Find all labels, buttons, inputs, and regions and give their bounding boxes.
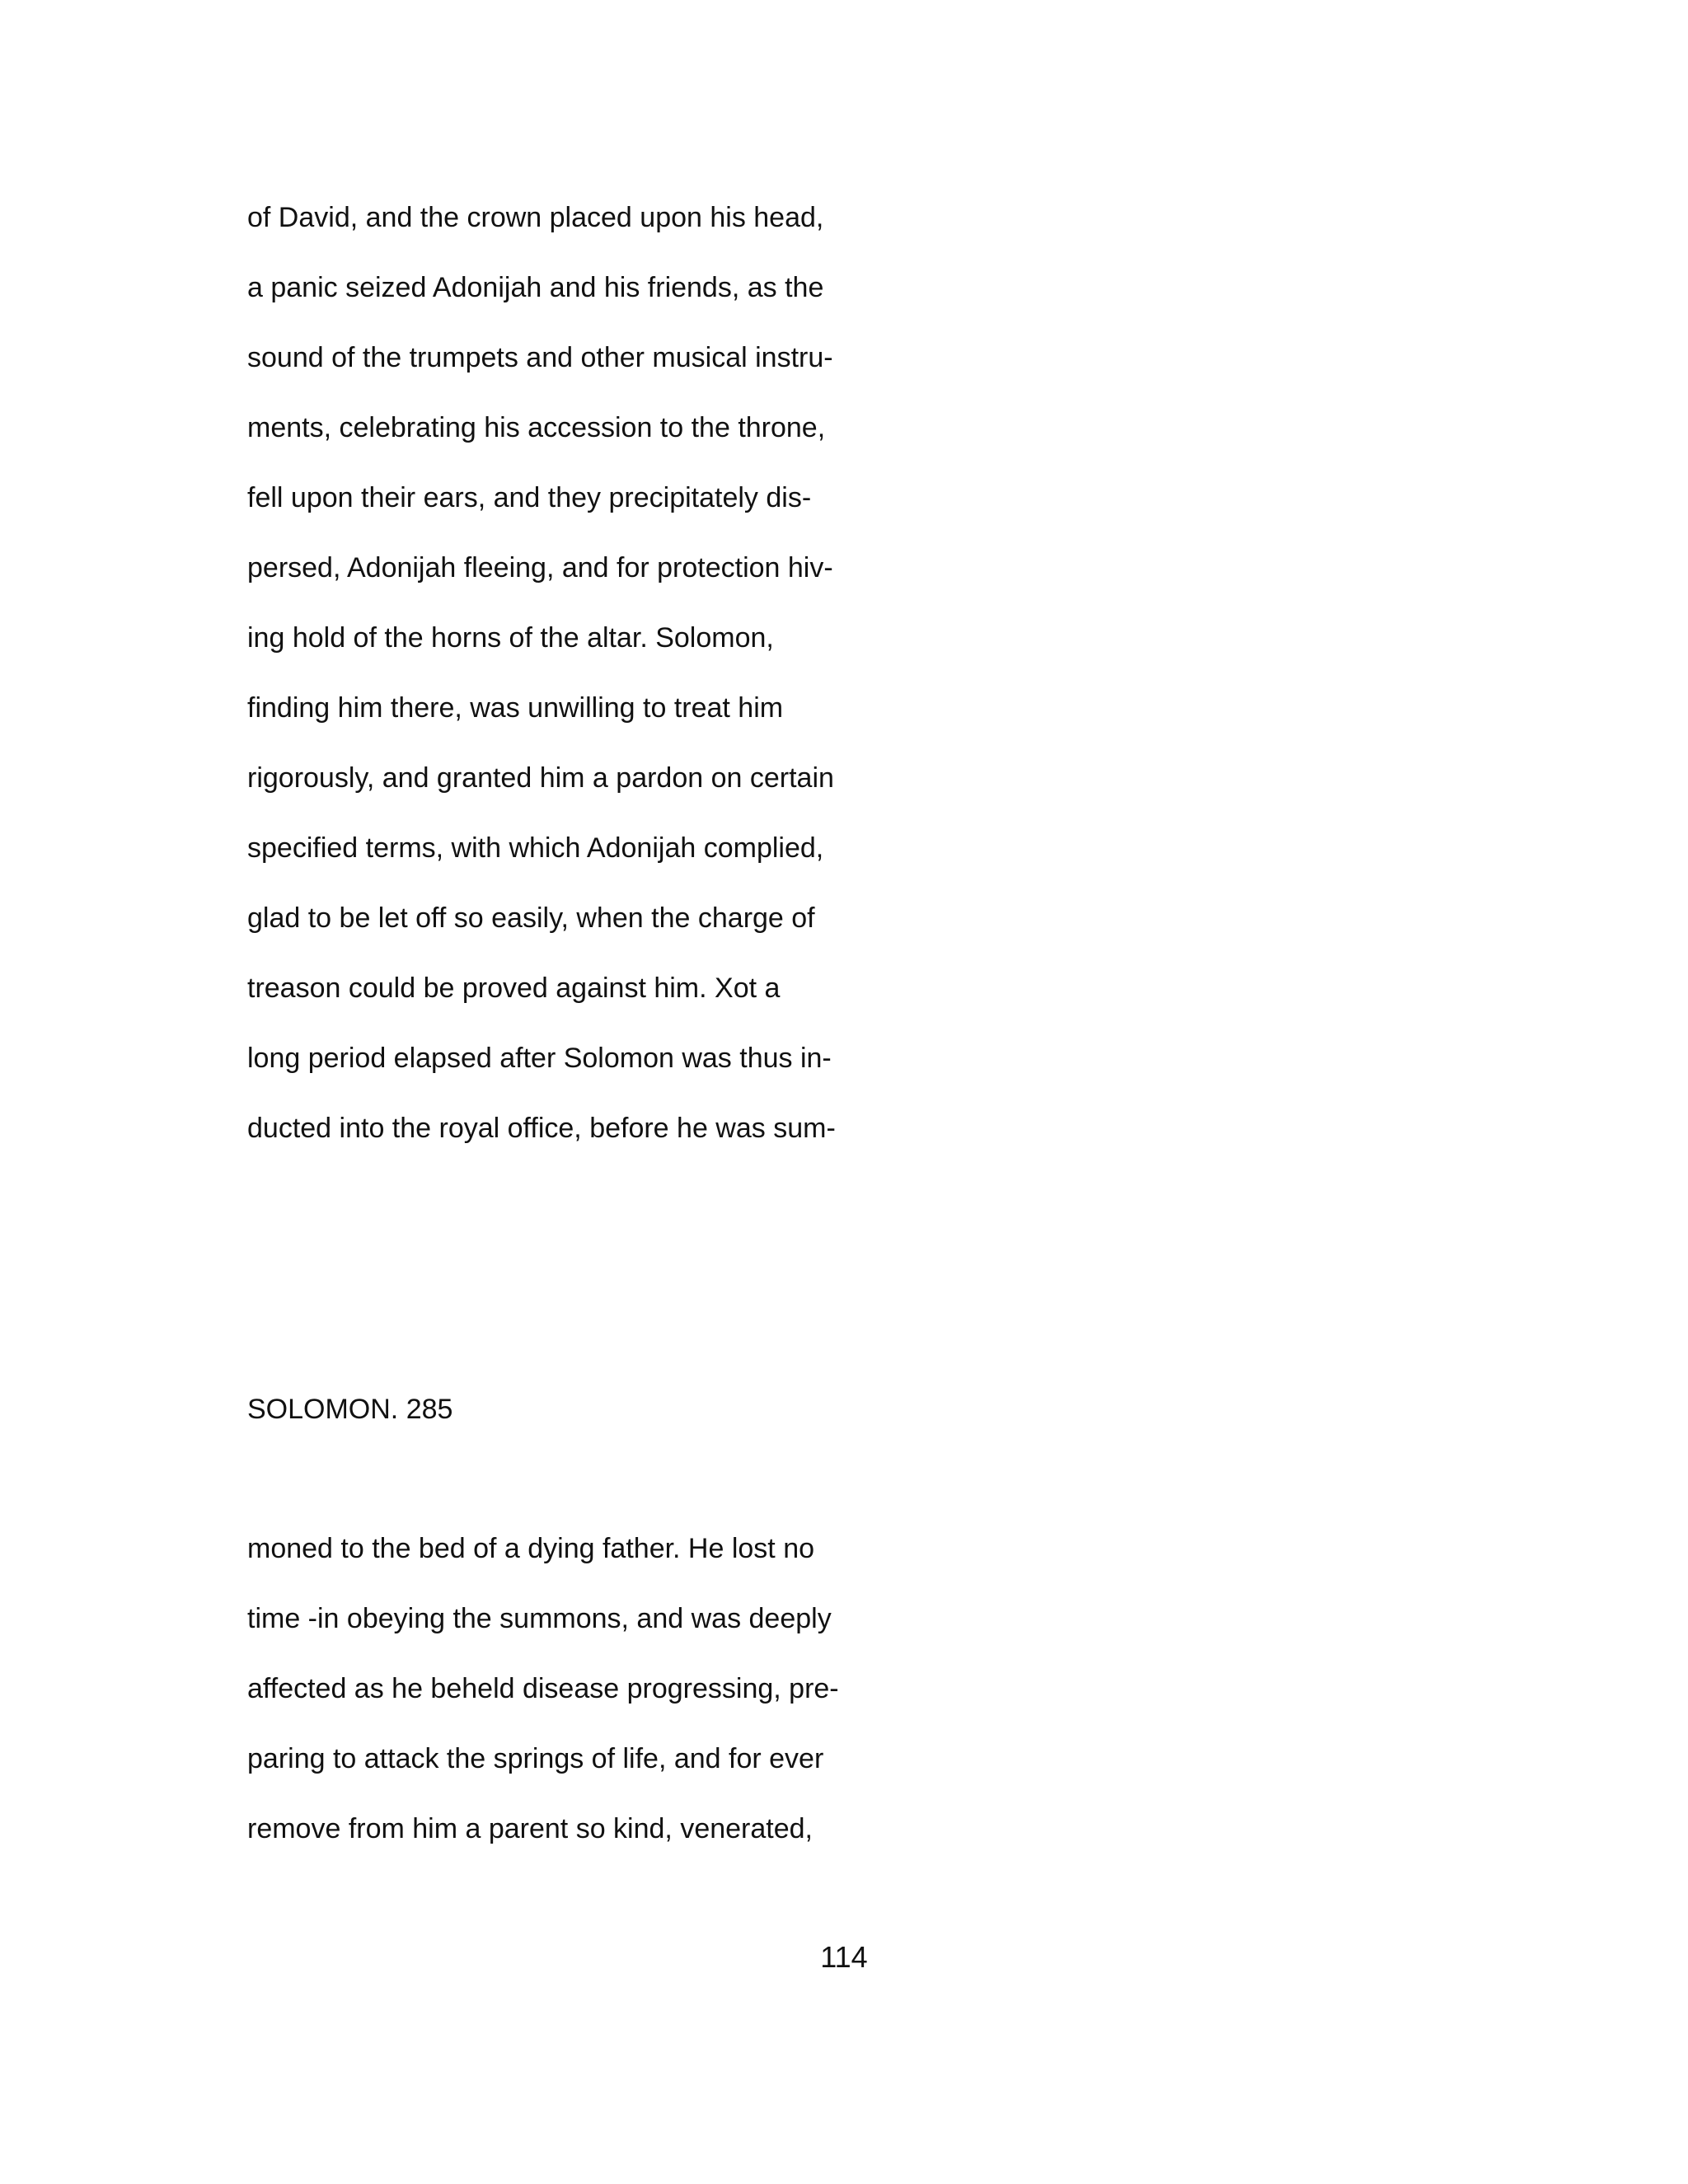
- text-line: time -in obeying the summons, and was deeply: [247, 1603, 832, 1634]
- text-line: rigorously, and granted him a pardon on certain: [247, 762, 834, 794]
- text-line: sound of the trumpets and other musical instru-: [247, 342, 833, 373]
- text-line: ments, celebrating his accession to the throne,: [247, 412, 826, 443]
- text-line: paring to attack the springs of life, and for ever: [247, 1743, 824, 1774]
- text-line: finding him there, was unwilling to treat him: [247, 692, 784, 724]
- text-line: of David, and the crown placed upon his head,: [247, 202, 824, 233]
- text-line: specified terms, with which Adonijah complied,: [247, 832, 824, 864]
- running-head: SOLOMON. 285: [247, 1394, 453, 1425]
- text-line: glad to be let off so easily, when the charge of: [247, 902, 815, 934]
- text-line: treason could be proved against him. Xot a: [247, 972, 781, 1004]
- text-line: fell upon their ears, and they precipitately dis-: [247, 482, 812, 513]
- text-line: ing hold of the horns of the altar. Solomon,: [247, 622, 774, 654]
- text-line: long period elapsed after Solomon was thus in-: [247, 1043, 832, 1074]
- text-block-bottom: [247, 1514, 1319, 1864]
- text-line: ducted into the royal office, before he was sum-: [247, 1113, 836, 1144]
- text-block-top: [247, 183, 1319, 1164]
- text-line: persed, Adonijah fleeing, and for protection hiv-: [247, 552, 833, 583]
- text-line: remove from him a parent so kind, venerated,: [247, 1813, 813, 1844]
- page-number: 114: [820, 1940, 868, 1974]
- text-line: moned to the bed of a dying father. He lost no: [247, 1533, 815, 1564]
- text-line: affected as he beheld disease progressing, pre-: [247, 1673, 839, 1704]
- text-line: a panic seized Adonijah and his friends, as the: [247, 272, 824, 303]
